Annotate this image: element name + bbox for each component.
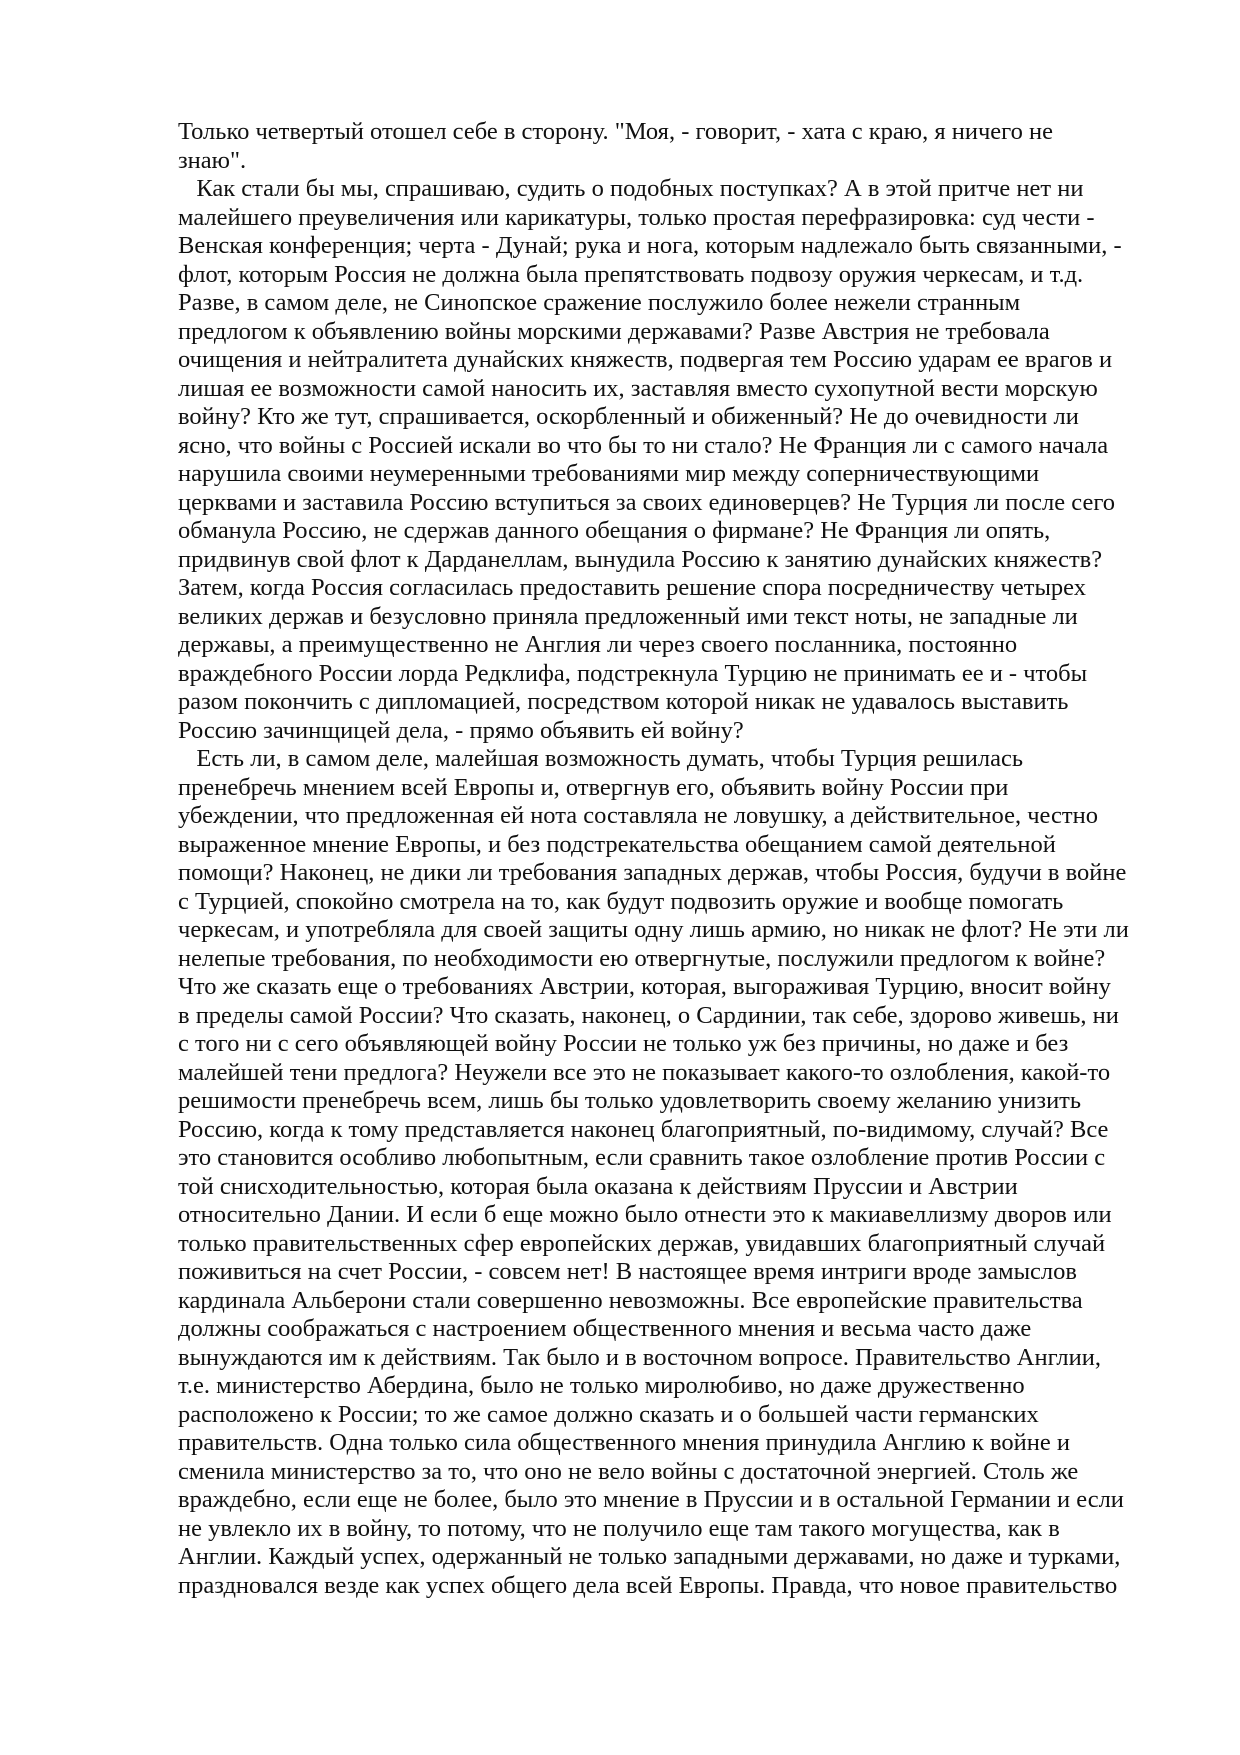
text-line: церквами и заставила Россию вступиться за своих единоверцев? Не Турция ли после сего [178, 488, 1116, 516]
text-line: черкесам, и употребляла для своей защиты одну лишь армию, но никак не флот? Не эти ли [178, 916, 1129, 943]
text-line: враждебно, если еще не более, было это мнение в Пруссии и в остальной Германии и если [178, 1486, 1124, 1513]
text-line: Россию зачинщицей дела, - прямо объявить ей войну? [178, 716, 744, 744]
text-line: кардинала Альберони стали совершенно невозможны. Все европейские правительства [178, 1286, 1083, 1314]
text-line: сменила министерство за то, что оно не вело войны с достаточной энергией. Столь же [178, 1457, 1079, 1485]
text-line: флот, которым Россия не должна была препятствовать подвозу оружия черкесам, и т.д. [178, 260, 1084, 288]
text-line: той снисходительностью, которая была оказана к действиям Пруссии и Австрии [178, 1172, 1018, 1200]
text-line: не увлекло их в войну, то потому, что не получило еще там такого могущества, как в [178, 1514, 1060, 1542]
text-line: обманула Россию, не сдержав данного обещания о фирмане? Не Франция ли опять, [178, 517, 1051, 544]
text-line: относительно Дании. И если б еще можно было отнести это к макиавеллизму дворов или [178, 1201, 1112, 1228]
text-line: Что же сказать еще о требованиях Австрии, которая, выгораживая Турцию, вносит войну [178, 973, 1111, 1000]
body-text [178, 118, 1158, 1600]
text-line: Затем, когда Россия согласилась предоставить решение спора посредничеству четырех [178, 574, 1086, 601]
text-line: Есть ли, в самом деле, малейшая возможность думать, чтобы Турция решилась [178, 745, 1024, 772]
text-line: знаю". [178, 146, 247, 174]
text-line: великих держав и безусловно приняла предложенный ими текст ноты, не западные ли [178, 602, 1078, 630]
text-line: пренебречь мнением всей Европы и, отвергнув его, объявить войну России при [178, 773, 1009, 801]
text-line: Англии. Каждый успех, одержанный не только западными державами, но даже и турками, [178, 1543, 1121, 1570]
text-line: державы, а преимущественно не Англия ли через своего посланника, постоянно [178, 631, 1018, 658]
text-line: праздновался везде как успех общего дела всей Европы. Правда, что новое правительство [178, 1571, 1118, 1599]
text-line: поживиться на счет России, - совсем нет! В настоящее время интриги вроде замыслов [178, 1258, 1077, 1285]
text-line: лишая ее возможности самой наносить их, заставляя вместо сухопутной вести морскую [178, 374, 1098, 402]
text-line: выраженное мнение Европы, и без подстрекательства обещанием самой деятельной [178, 830, 1056, 858]
text-line: разом покончить с дипломацией, посредством которой никак не удавалось выставить [178, 688, 1069, 715]
text-line: должны соображаться с настроением общественного мнения и весьма часто даже [178, 1315, 1032, 1342]
text-line: это становится особливо любопытным, если сравнить такое озлобление против России с [178, 1144, 1106, 1171]
text-line: с того ни с сего объявляющей войну России не только уж без причины, но даже и без [178, 1030, 1069, 1057]
text-line: нарушила своими неумеренными требованиями мир между соперничествующими [178, 460, 1040, 487]
text-line: войну? Кто же тут, спрашивается, оскорбленный и обиженный? Не до очевидности ли [178, 403, 1079, 430]
text-line: убеждении, что предложенная ей нота составляла не ловушку, а действительное, честно [178, 802, 1098, 829]
text-line: Россию, когда к тому представляется наконец благоприятный, по-видимому, случай? Все [178, 1115, 1109, 1143]
text-line: Венская конференция; черта - Дунай; рука и нога, которым надлежало быть связанными, - [178, 232, 1122, 259]
text-line: только правительственных сфер европейских держав, увидавших благоприятный случай [178, 1229, 1106, 1257]
text-line: враждебного России лорда Редклифа, подстрекнула Турцию не принимать ее и - чтобы [178, 659, 1088, 687]
text-line: малейшей тени предлога? Неужели все это не показывает какого-то озлобления, какой-то [178, 1058, 1111, 1086]
text-line: в пределы самой России? Что сказать, наконец, о Сардинии, так себе, здорово живешь, ни [178, 1001, 1119, 1029]
text-line: предлогом к объявлению войны морскими державами? Разве Австрия не требовала [178, 317, 1050, 345]
text-line: придвинув свой флот к Дарданеллам, вынудила Россию к занятию дунайских княжеств? [178, 545, 1103, 573]
text-line: Разве, в самом деле, не Синопское сражение послужило более нежели странным [178, 289, 1021, 316]
text-line: помощи? Наконец, не дики ли требования западных держав, чтобы Россия, будучи в войне [178, 859, 1127, 886]
text-line: нелепые требования, по необходимости ею отвергнутые, послужили предлогом к войне? [178, 944, 1106, 972]
text-line: решимости пренебречь всем, лишь бы только удовлетворить своему желанию унизить [178, 1087, 1082, 1114]
text-line: вынуждаются им к действиям. Так было и в восточном вопросе. Правительство Англии, [178, 1343, 1101, 1371]
text-line: Только четвертый отошел себе в сторону. "Моя, - говорит, - хата с краю, я ничего не [178, 118, 1053, 145]
text-line: с Турцией, спокойно смотрела на то, как будут подвозить оружие и вообще помогать [178, 887, 1064, 915]
text-line: т.е. министерство Абердина, было не только миролюбиво, но даже дружественно [178, 1372, 1025, 1399]
text-line: ясно, что войны с Россией искали во что бы то ни стало? Не Франция ли с самого начала [178, 431, 1109, 459]
text-line: Как стали бы мы, спрашиваю, судить о подобных поступках? А в этой притче нет ни [178, 175, 1084, 202]
text-line: правительств. Одна только сила общественного мнения принудила Англию к войне и [178, 1429, 1071, 1456]
text-line: очищения и нейтралитета дунайских княжеств, подвергая тем Россию ударам ее врагов и [178, 346, 1113, 373]
text-line: расположено к России; то же самое должно сказать и о большей части германских [178, 1400, 1039, 1428]
text-line: малейшего преувеличения или карикатуры, только простая перефразировка: суд чести - [178, 203, 1095, 231]
